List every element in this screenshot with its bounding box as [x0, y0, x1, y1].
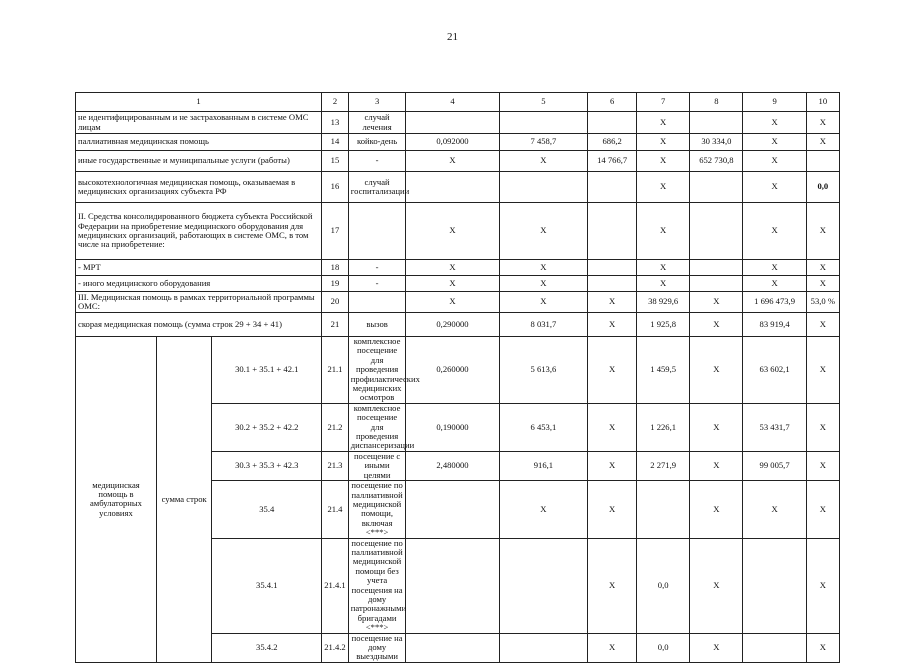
- cell-col-4: [406, 112, 499, 134]
- cell-col-5: [499, 112, 588, 134]
- cell-col-10: X: [806, 403, 839, 451]
- cell-col-4: 0,092000: [406, 134, 499, 151]
- header-col-8: 8: [690, 93, 743, 112]
- cell-col-5: 8 031,7: [499, 313, 588, 337]
- cell-col-9: [743, 538, 806, 633]
- table-row-16: [76, 172, 840, 203]
- cell-col-6: X: [588, 538, 637, 633]
- row-number: 21.2: [322, 403, 349, 451]
- cell-col-6: [588, 172, 637, 203]
- table-row-15: [76, 151, 840, 172]
- cell-col-8: [690, 112, 743, 134]
- cell-col-7: 38 929,6: [637, 292, 690, 313]
- cell-col-8: 30 334,0: [690, 134, 743, 151]
- cell-col-6: 14 766,7: [588, 151, 637, 172]
- cell-col-10: 53,0 %: [806, 292, 839, 313]
- row-number: 21.4.2: [322, 633, 349, 662]
- row-name: паллиативная медицинская помощь: [76, 134, 322, 151]
- row-unit: посещение по паллиативной медицинской помощи без учета посещения на дому патронажными бригадами <***>: [348, 538, 406, 633]
- header-col-9: 9: [743, 93, 806, 112]
- cell-col-6: X: [588, 337, 637, 404]
- cell-col-6: [588, 112, 637, 134]
- cell-col-9: 53 431,7: [743, 403, 806, 451]
- cell-col-10: 0,0: [806, 172, 839, 203]
- cell-col-4: [406, 172, 499, 203]
- cell-col-7: 0,0: [637, 633, 690, 662]
- row-unit: [348, 203, 406, 260]
- cell-col-7: X: [637, 260, 690, 276]
- cell-col-8: [690, 203, 743, 260]
- cell-col-5: 916,1: [499, 451, 588, 480]
- header-col-3: 3: [348, 93, 406, 112]
- cell-col-6: 686,2: [588, 134, 637, 151]
- cell-col-8: X: [690, 337, 743, 404]
- cell-col-9: X: [743, 203, 806, 260]
- cell-col-7: 1 459,5: [637, 337, 690, 404]
- cell-col-10: X: [806, 337, 839, 404]
- row-number: 21.3: [322, 451, 349, 480]
- cell-col-5: X: [499, 481, 588, 538]
- cell-col-6: [588, 260, 637, 276]
- data-table: [75, 92, 840, 663]
- row-unit: комплексное посещение для проведения профилактических медицинских осмотров: [348, 337, 406, 404]
- cell-col-4: 0,260000: [406, 337, 499, 404]
- cell-col-4: [406, 633, 499, 662]
- cell-col-9: X: [743, 481, 806, 538]
- row-name: - иного медицинского оборудования: [76, 276, 322, 292]
- table-row-14: [76, 134, 840, 151]
- row-number: 21: [322, 313, 349, 337]
- cell-col-10: X: [806, 276, 839, 292]
- header-row: [76, 93, 840, 112]
- cell-col-5: X: [499, 203, 588, 260]
- row-unit: -: [348, 151, 406, 172]
- cell-col-8: [690, 172, 743, 203]
- cell-col-7: X: [637, 172, 690, 203]
- cell-col-8: X: [690, 451, 743, 480]
- cell-col-6: X: [588, 481, 637, 538]
- cell-col-7: X: [637, 276, 690, 292]
- cell-col-8: X: [690, 633, 743, 662]
- row-name: высокотехнологичная медицинская помощь, оказываемая в медицинских организациях субъекта РФ: [76, 172, 322, 203]
- row-number: 15: [322, 151, 349, 172]
- row-unit: -: [348, 276, 406, 292]
- cell-col-9: X: [743, 260, 806, 276]
- cell-col-4: X: [406, 151, 499, 172]
- row-name: иные государственные и муниципальные услуги (работы): [76, 151, 322, 172]
- cell-col-9: X: [743, 172, 806, 203]
- row-unit: случай госпитализации: [348, 172, 406, 203]
- header-col-10: 10: [806, 93, 839, 112]
- row-unit: случай лечения: [348, 112, 406, 134]
- cell-col-7: X: [637, 112, 690, 134]
- header-col-4: 4: [406, 93, 499, 112]
- row-number: 16: [322, 172, 349, 203]
- cell-col-6: X: [588, 633, 637, 662]
- cell-col-4: [406, 538, 499, 633]
- cell-col-10: X: [806, 112, 839, 134]
- row-number: 18: [322, 260, 349, 276]
- cell-col-4: X: [406, 292, 499, 313]
- cell-col-10: X: [806, 538, 839, 633]
- cell-col-10: X: [806, 313, 839, 337]
- row-number: 21.4.1: [322, 538, 349, 633]
- row-formula: 30.1 + 35.1 + 42.1: [212, 337, 322, 404]
- row-unit: койко-день: [348, 134, 406, 151]
- row-number: 13: [322, 112, 349, 134]
- header-col-6: 6: [588, 93, 637, 112]
- row-formula: 30.3 + 35.3 + 42.3: [212, 451, 322, 480]
- cell-col-7: X: [637, 134, 690, 151]
- cell-col-9: 99 005,7: [743, 451, 806, 480]
- row-number: 17: [322, 203, 349, 260]
- row-name: не идентифицированным и не застрахованным в системе ОМС лицам: [76, 112, 322, 134]
- cell-col-5: 6 453,1: [499, 403, 588, 451]
- row-number: 20: [322, 292, 349, 313]
- table-row-19: [76, 276, 840, 292]
- sum-rows-label: сумма строк: [156, 337, 211, 663]
- row-number: 21.1: [322, 337, 349, 404]
- cell-col-7: 1 226,1: [637, 403, 690, 451]
- cell-col-10: [806, 151, 839, 172]
- header-col-5: 5: [499, 93, 588, 112]
- cell-col-8: X: [690, 403, 743, 451]
- row-unit: вызов: [348, 313, 406, 337]
- cell-col-6: X: [588, 292, 637, 313]
- header-col-1: 1: [76, 93, 322, 112]
- cell-col-9: 83 919,4: [743, 313, 806, 337]
- table-row-13: [76, 112, 840, 134]
- cell-col-8: X: [690, 538, 743, 633]
- cell-col-6: X: [588, 403, 637, 451]
- cell-col-4: 2,480000: [406, 451, 499, 480]
- table-row-21-1: [76, 337, 840, 404]
- cell-col-9: X: [743, 134, 806, 151]
- row-formula: 35.4.2: [212, 633, 322, 662]
- row-unit: [348, 292, 406, 313]
- row-name: - МРТ: [76, 260, 322, 276]
- cell-col-7: [637, 481, 690, 538]
- cell-col-8: 652 730,8: [690, 151, 743, 172]
- cell-col-8: X: [690, 481, 743, 538]
- cell-col-7: X: [637, 151, 690, 172]
- cell-col-4: X: [406, 260, 499, 276]
- cell-col-9: X: [743, 276, 806, 292]
- row-unit: посещение по паллиативной медицинской помощи, включая <***>: [348, 481, 406, 538]
- cell-col-7: 1 925,8: [637, 313, 690, 337]
- row-unit: -: [348, 260, 406, 276]
- cell-col-5: [499, 538, 588, 633]
- cell-col-4: 0,190000: [406, 403, 499, 451]
- cell-col-4: [406, 481, 499, 538]
- row-number: 21.4: [322, 481, 349, 538]
- cell-col-10: X: [806, 260, 839, 276]
- row-name: II. Средства консолидированного бюджета субъекта Российской Федерации на приобретение медицинского оборудования для медицинских организаций, работающих в системе ОМС, в том числе на приобретение:: [76, 203, 322, 260]
- row-formula: 35.4.1: [212, 538, 322, 633]
- cell-col-10: X: [806, 633, 839, 662]
- cell-col-5: 7 458,7: [499, 134, 588, 151]
- cell-col-5: [499, 633, 588, 662]
- cell-col-9: 1 696 473,9: [743, 292, 806, 313]
- row-unit: посещение с иными целями: [348, 451, 406, 480]
- cell-col-8: X: [690, 292, 743, 313]
- cell-col-7: 2 271,9: [637, 451, 690, 480]
- cell-col-10: X: [806, 451, 839, 480]
- cell-col-10: X: [806, 134, 839, 151]
- page-number: 21: [447, 31, 458, 43]
- cell-col-5: [499, 172, 588, 203]
- ambulatory-label: медицинская помощь в амбулаторных условиях: [76, 337, 157, 663]
- cell-col-7: X: [637, 203, 690, 260]
- cell-col-9: X: [743, 151, 806, 172]
- cell-col-7: 0,0: [637, 538, 690, 633]
- cell-col-6: X: [588, 313, 637, 337]
- cell-col-4: X: [406, 203, 499, 260]
- table-row-17: [76, 203, 840, 260]
- cell-col-5: X: [499, 151, 588, 172]
- table-row-18: [76, 260, 840, 276]
- cell-col-5: 5 613,6: [499, 337, 588, 404]
- table-row-20: [76, 292, 840, 313]
- cell-col-10: X: [806, 481, 839, 538]
- cell-col-9: [743, 633, 806, 662]
- table-row-21: [76, 313, 840, 337]
- row-name: III. Медицинская помощь в рамках территориальной программы ОМС:: [76, 292, 322, 313]
- row-formula: 35.4: [212, 481, 322, 538]
- cell-col-8: [690, 260, 743, 276]
- cell-col-5: X: [499, 260, 588, 276]
- cell-col-9: X: [743, 112, 806, 134]
- cell-col-6: [588, 276, 637, 292]
- row-unit: комплексное посещение для проведения диспансеризации: [348, 403, 406, 451]
- row-formula: 30.2 + 35.2 + 42.2: [212, 403, 322, 451]
- row-name: скорая медицинская помощь (сумма строк 29 + 34 + 41): [76, 313, 322, 337]
- row-unit: посещение на дому выездными: [348, 633, 406, 662]
- header-col-7: 7: [637, 93, 690, 112]
- cell-col-5: X: [499, 276, 588, 292]
- cell-col-9: 63 602,1: [743, 337, 806, 404]
- cell-col-6: [588, 203, 637, 260]
- cell-col-10: X: [806, 203, 839, 260]
- row-number: 14: [322, 134, 349, 151]
- cell-col-5: X: [499, 292, 588, 313]
- cell-col-4: X: [406, 276, 499, 292]
- row-number: 19: [322, 276, 349, 292]
- cell-col-8: [690, 276, 743, 292]
- cell-col-6: X: [588, 451, 637, 480]
- cell-col-4: 0,290000: [406, 313, 499, 337]
- header-col-2: 2: [322, 93, 349, 112]
- cell-col-8: X: [690, 313, 743, 337]
